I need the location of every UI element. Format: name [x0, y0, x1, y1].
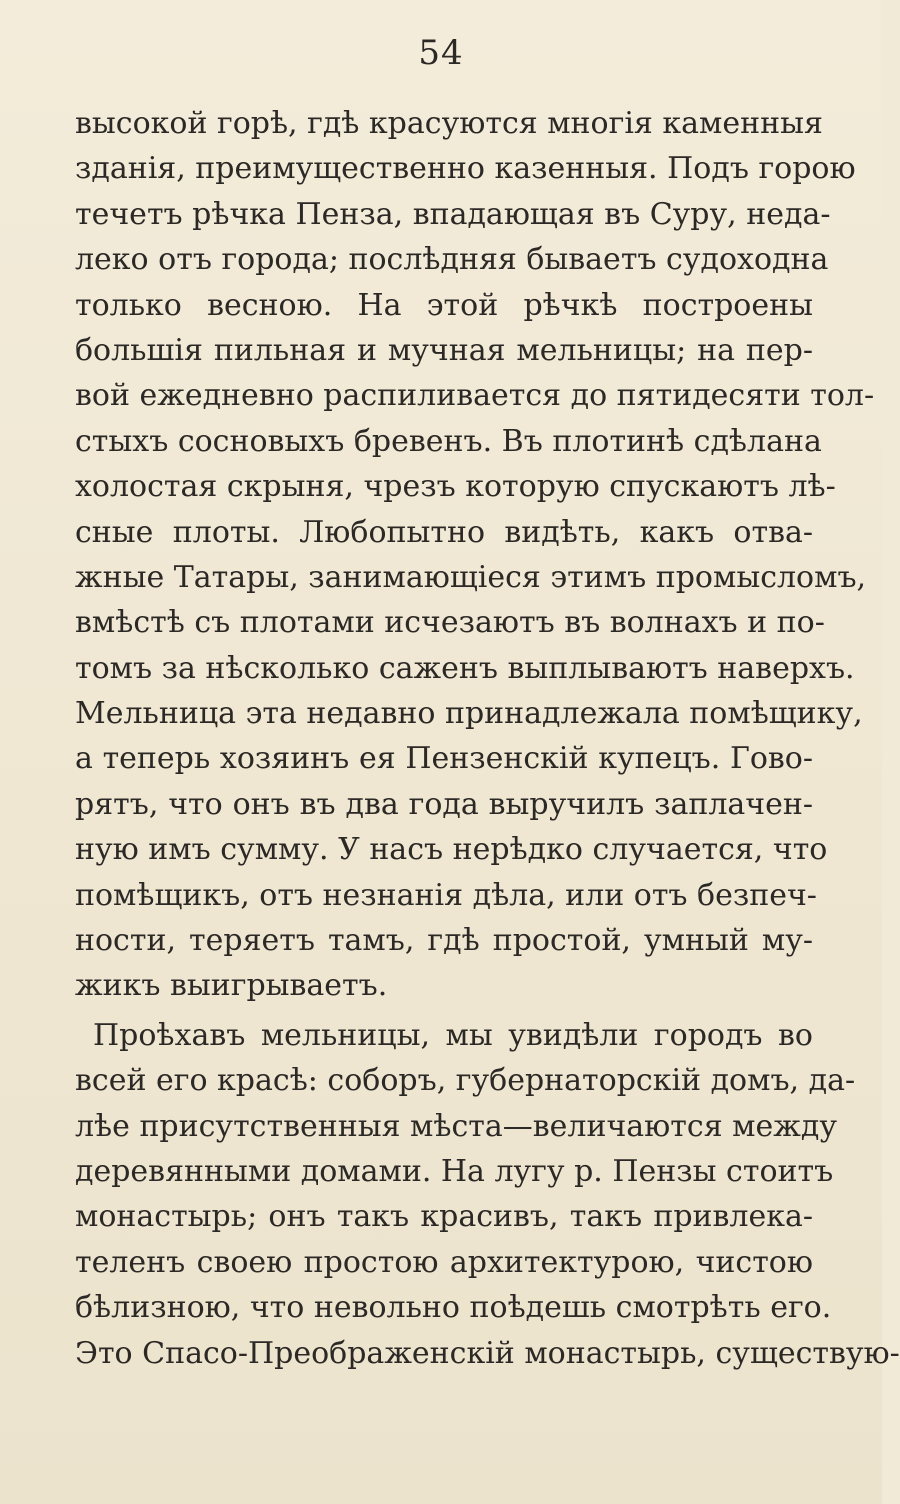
text-line: жикъ выигрываетъ.: [75, 968, 388, 1004]
text-line: лѣе присутственныя мѣста—величаются между: [75, 1108, 837, 1144]
text-line: вмѣстѣ съ плотами исчезаютъ въ волнахъ и по-: [75, 605, 825, 641]
text-line: монастырь; онъ такъ красивъ, такъ привлека-: [75, 1199, 813, 1235]
text-line: деревянными домами. На лугу р. Пензы стоитъ: [75, 1153, 834, 1189]
text-line: высокой горѣ, гдѣ красуются многія каменныя: [75, 106, 823, 141]
body-text: [75, 101, 900, 1376]
text-line: вой ежедневно распиливается до пятидесяти тол-: [75, 378, 875, 414]
text-line: течетъ рѣчка Пенза, впадающая въ Суру, неда-: [75, 196, 831, 232]
text-line: только весною. На этой рѣчкѣ построены: [75, 287, 813, 323]
text-line: стыхъ сосновыхъ бревенъ. Въ плотинѣ сдѣлана: [75, 423, 822, 459]
text-line: теленъ своею простою архитектурою, чистою: [75, 1244, 813, 1280]
text-line: а теперь хозяинъ ея Пензенскій купецъ. Гово-: [75, 741, 813, 777]
text-line: рятъ, что онъ въ два года выручилъ заплачен-: [75, 786, 813, 822]
text-line: Проѣхавъ мельницы, мы увидѣли городъ во: [93, 1017, 813, 1053]
text-line: леко отъ города; послѣдняя бываетъ судоходна: [75, 242, 829, 278]
text-line: ности, теряетъ тамъ, гдѣ простой, умный му-: [75, 923, 813, 959]
text-line: холостая скрыня, чрезъ которую спускаютъ лѣ-: [75, 469, 836, 505]
text-line: всей его красѣ: соборъ, губернаторскій домъ, да-: [75, 1063, 856, 1099]
text-line: ную имъ сумму. У насъ нерѣдко случается, что: [75, 832, 828, 868]
text-line: помѣщикъ, отъ незнанія дѣла, или отъ безпеч-: [75, 877, 817, 913]
text-line: бѣлизною, что невольно поѣдешь смотрѣть его.: [75, 1290, 832, 1326]
text-line: жные Татары, занимающіеся этимъ промысломъ,: [75, 559, 867, 595]
text-line: зданія, преимущественно казенныя. Подъ горою: [75, 151, 856, 187]
text-line: сные плоты. Любопытно видѣть, какъ отва-: [75, 514, 813, 550]
page-number: 54: [418, 33, 464, 73]
paragraph-1: [75, 101, 875, 1009]
text-line: Это Спасо-Преображенскій монастырь, существую-: [75, 1335, 900, 1371]
text-line: большія пильная и мучная мельницы; на пер-: [75, 332, 813, 368]
text-line: Мельница эта недавно принадлежала помѣщику,: [75, 696, 863, 732]
paragraph-2: [75, 1013, 900, 1376]
text-line: томъ за нѣсколько саженъ выплываютъ наверхъ.: [75, 650, 855, 686]
